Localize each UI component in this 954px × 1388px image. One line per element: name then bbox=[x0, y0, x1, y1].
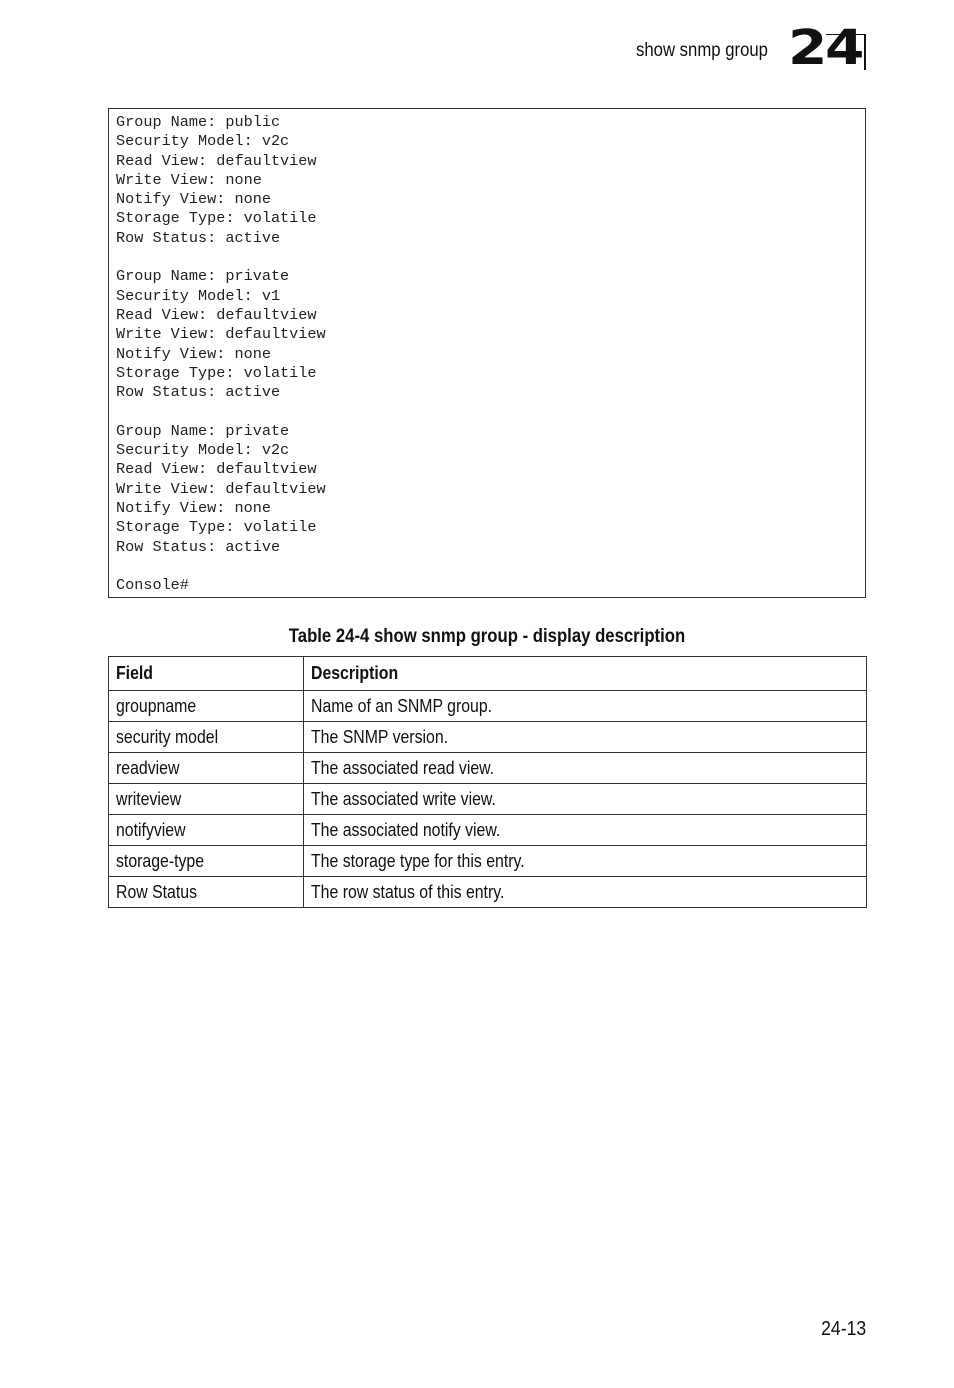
field-cell: storage-type bbox=[109, 846, 304, 877]
console-line: Notify View: none bbox=[116, 344, 271, 363]
console-line: Security Model: v2c bbox=[116, 441, 290, 460]
table-caption: Table 24-4 show snmp group - display description bbox=[288, 626, 686, 647]
console-line: Row Status: active bbox=[116, 383, 281, 402]
chapter-number: 24 bbox=[788, 20, 863, 76]
field-cell: groupname bbox=[109, 691, 304, 722]
console-line: Console# bbox=[116, 576, 189, 595]
description-cell: The SNMP version. bbox=[304, 722, 867, 753]
console-line: Security Model: v1 bbox=[116, 286, 281, 305]
field-cell: Row Status bbox=[109, 877, 304, 908]
page-number: 24-13 bbox=[820, 1318, 866, 1340]
table-row bbox=[109, 784, 867, 815]
table-row bbox=[109, 691, 867, 722]
description-cell: The row status of this entry. bbox=[304, 877, 867, 908]
field-cell: readview bbox=[109, 753, 304, 784]
console-line bbox=[116, 248, 865, 267]
table-row bbox=[109, 815, 867, 846]
description-cell: The storage type for this entry. bbox=[304, 846, 867, 877]
column-header-description: Description bbox=[304, 657, 867, 691]
console-line: Write View: defaultview bbox=[116, 479, 326, 498]
description-cell: Name of an SNMP group. bbox=[304, 691, 867, 722]
console-line bbox=[116, 557, 865, 576]
console-line: Read View: defaultview bbox=[116, 460, 317, 479]
console-line: Row Status: active bbox=[116, 228, 281, 247]
console-line: Notify View: none bbox=[116, 190, 271, 209]
table-row bbox=[109, 846, 867, 877]
running-header-title: show snmp group bbox=[636, 40, 768, 61]
console-line: Storage Type: volatile bbox=[116, 363, 317, 382]
console-line: Storage Type: volatile bbox=[116, 518, 317, 537]
console-line: Security Model: v2c bbox=[116, 132, 290, 151]
console-line: Group Name: private bbox=[116, 267, 290, 286]
field-cell: writeview bbox=[109, 784, 304, 815]
console-line: Read View: defaultview bbox=[116, 151, 317, 170]
field-cell: security model bbox=[109, 722, 304, 753]
console-output-box bbox=[108, 108, 866, 598]
console-line: Group Name: private bbox=[116, 421, 290, 440]
console-line: Read View: defaultview bbox=[116, 305, 317, 324]
console-line: Storage Type: volatile bbox=[116, 209, 317, 228]
console-line: Write View: none bbox=[116, 170, 262, 189]
table-row bbox=[109, 753, 867, 784]
table-header-row bbox=[109, 657, 867, 691]
console-line: Row Status: active bbox=[116, 537, 281, 556]
field-cell: notifyview bbox=[109, 815, 304, 846]
console-line bbox=[116, 402, 865, 421]
description-cell: The associated notify view. bbox=[304, 815, 867, 846]
console-line: Notify View: none bbox=[116, 498, 271, 517]
column-header-field: Field bbox=[109, 657, 304, 691]
table-row bbox=[109, 722, 867, 753]
chapter-tab-bar bbox=[864, 34, 866, 70]
description-cell: The associated write view. bbox=[304, 784, 867, 815]
console-line: Group Name: public bbox=[116, 113, 281, 131]
page-header bbox=[0, 20, 954, 76]
console-line: Write View: defaultview bbox=[116, 325, 326, 344]
table-row bbox=[109, 877, 867, 908]
description-cell: The associated read view. bbox=[304, 753, 867, 784]
description-table bbox=[108, 656, 867, 908]
